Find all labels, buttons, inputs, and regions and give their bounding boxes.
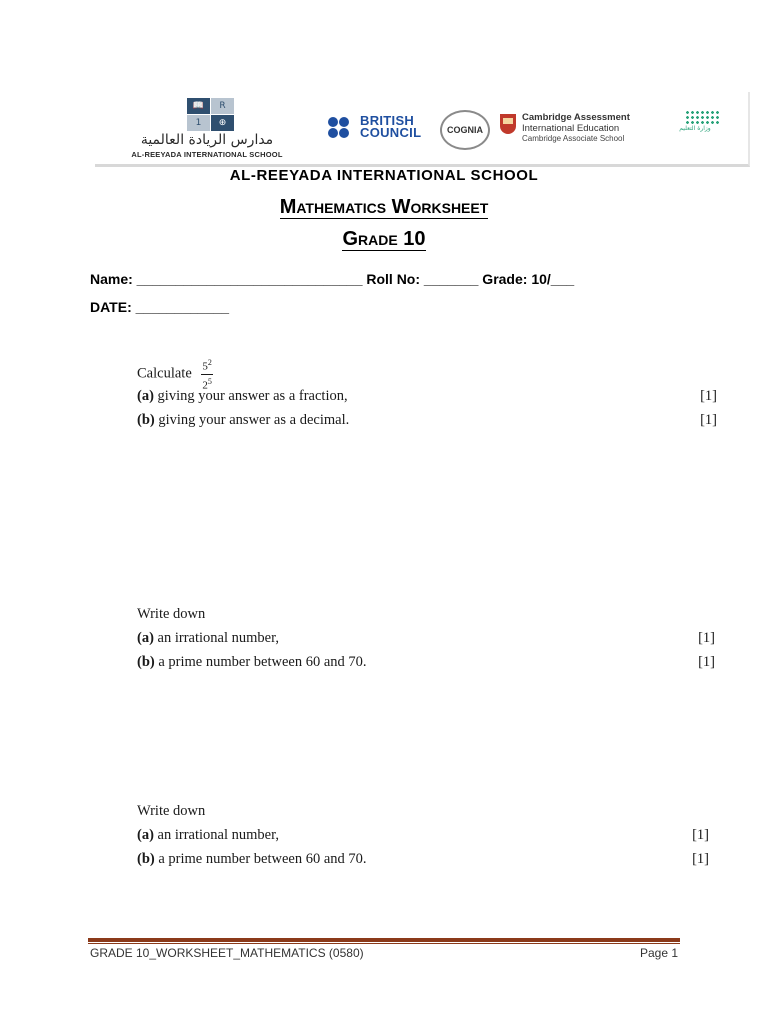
date-line: DATE: ____________	[90, 299, 230, 315]
footer-rule-thin	[88, 943, 680, 944]
question-part: (a) giving your answer as a fraction, [1]	[137, 388, 717, 404]
cognia-seal: COGNIA	[440, 110, 490, 150]
crest-letter-r: R	[211, 98, 234, 114]
worksheet-title: Mathematics Worksheet	[279, 196, 489, 218]
school-crest-icon	[187, 98, 235, 132]
question-stem: Write down	[137, 803, 206, 819]
question-part: (b) a prime number between 60 and 70. [1]	[137, 654, 715, 670]
cambridge-logo	[500, 112, 650, 146]
school-english-name: AL-REEYADA INTERNATIONAL SCHOOL	[131, 150, 283, 159]
school-name-heading: AL-REEYADA INTERNATIONAL SCHOOL	[229, 167, 539, 184]
school-logo	[105, 94, 305, 160]
mark-allocation: [1]	[700, 388, 717, 404]
logo-banner	[95, 92, 750, 167]
mark-allocation: [1]	[698, 654, 715, 670]
student-info-line: Name: _____________________________ Roll No: _______ Grade: 10/___	[90, 271, 575, 287]
question-stem: Calculate $\frac{5^2}{2^5}$	[137, 358, 212, 392]
cambridge-line-1: Cambridge Assessment	[522, 112, 630, 123]
footer-document-code: GRADE 10_WORKSHEET_MATHEMATICS (0580)	[90, 946, 364, 960]
footer-rule	[88, 938, 680, 942]
mark-allocation: [1]	[698, 630, 715, 646]
question-part: (b) giving your answer as a decimal. [1]	[137, 412, 717, 428]
question-part: (a) an irrational number, [1]	[137, 827, 709, 843]
cambridge-line-3: Cambridge Associate School	[522, 134, 625, 143]
worksheet-grade: Grade 10	[342, 228, 426, 250]
school-arabic-name: مدارس الريادة العالمية	[140, 132, 274, 148]
ministry-dots-icon	[685, 110, 719, 124]
ministry-text: وزارة التعليم	[679, 125, 711, 132]
cambridge-line-2: International Education	[522, 123, 620, 134]
fraction: $\frac{5^2}{2^5}$	[202, 358, 212, 392]
british-council-dots-icon	[328, 117, 356, 139]
mark-allocation: [1]	[692, 827, 709, 843]
question-1	[137, 356, 717, 436]
cambridge-shield-icon	[500, 114, 516, 134]
question-2	[137, 606, 715, 678]
ministry-logo	[665, 110, 725, 146]
question-stem: Write down	[137, 606, 206, 622]
question-part: (a) an irrational number, [1]	[137, 630, 715, 646]
british-council-logo	[328, 114, 434, 144]
question-part: (b) a prime number between 60 and 70. [1]	[137, 851, 709, 867]
crest-globe-icon: ⊕	[211, 115, 234, 131]
mark-allocation: [1]	[692, 851, 709, 867]
crest-book-icon: 📖	[187, 98, 210, 114]
british-council-text: BRITISH COUNCIL	[360, 113, 422, 140]
question-3	[137, 803, 709, 875]
footer-page-number: Page 1	[640, 946, 679, 960]
crest-number-one: 1	[187, 115, 210, 131]
mark-allocation: [1]	[700, 412, 717, 428]
